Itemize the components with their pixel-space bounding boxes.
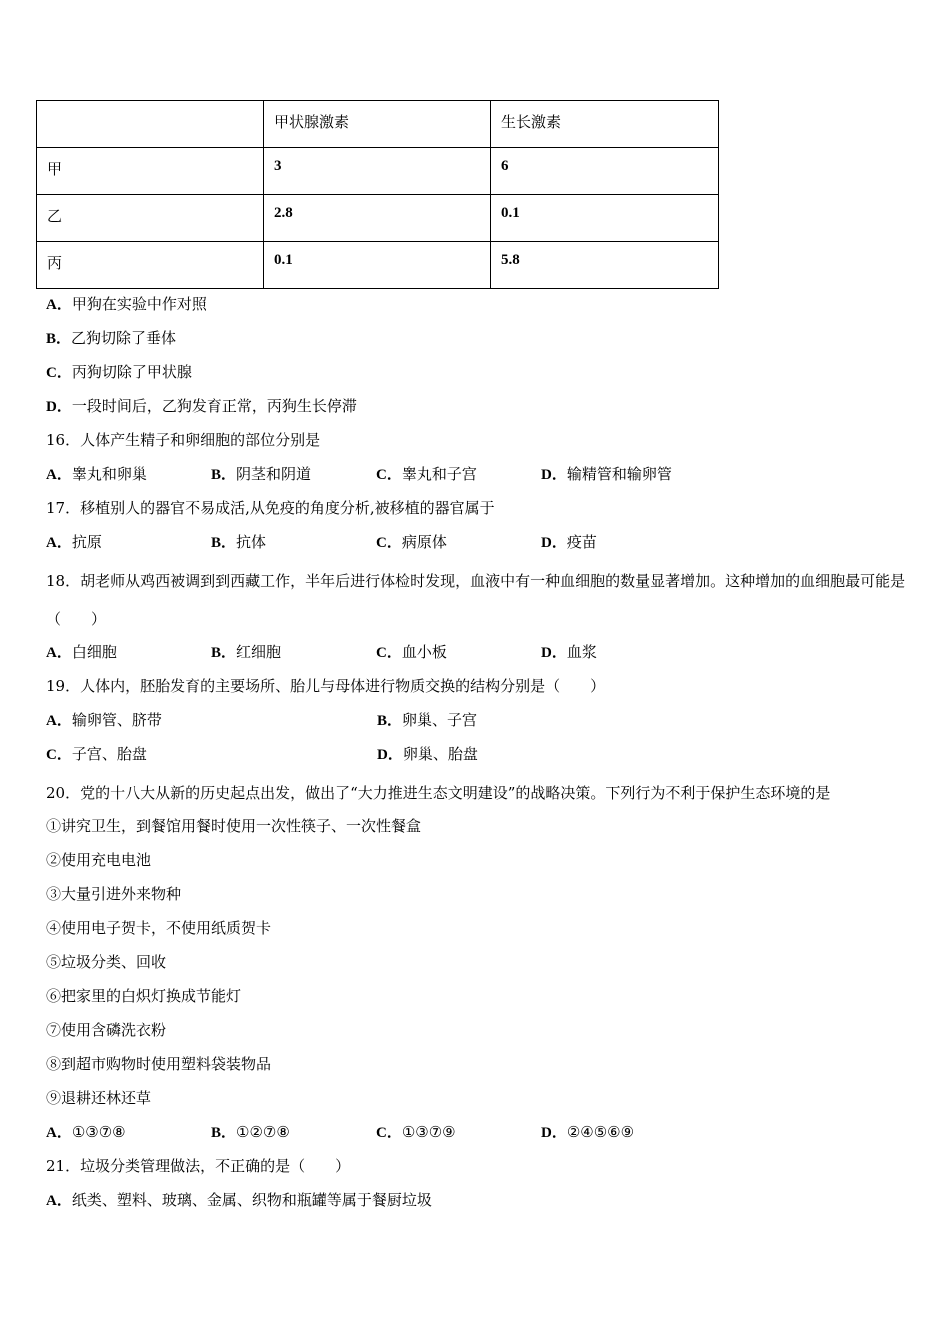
q20-item: ⑨退耕还林还草 — [46, 1089, 152, 1107]
q15-option-a — [46, 290, 906, 324]
option-label: D． — [541, 645, 567, 661]
growth-value: 0.1 — [491, 195, 719, 242]
option-label: B． — [377, 713, 403, 729]
option-text: 阴茎和阴道 — [236, 465, 312, 483]
option — [46, 638, 211, 667]
row-label: 乙 — [37, 195, 264, 242]
option-label: B． — [211, 535, 237, 551]
option-text: 输精管和输卵管 — [566, 465, 672, 483]
option-label: C． — [376, 535, 402, 551]
option-label: B． — [211, 1125, 237, 1141]
option-text: 睾丸和卵巢 — [71, 465, 147, 483]
q19-options-row1 — [46, 706, 906, 740]
q20-item: ④使用电子贺卡，不使用纸质贺卡 — [46, 919, 272, 937]
thyroid-value: 3 — [264, 148, 491, 195]
option — [46, 1118, 211, 1147]
option-label: C． — [376, 467, 402, 483]
table-row — [37, 148, 719, 195]
table-header-cell: 生长激素 — [491, 101, 719, 148]
option-label: C． — [376, 1125, 402, 1141]
option — [377, 740, 708, 769]
option — [376, 638, 541, 667]
q18-options — [46, 638, 906, 672]
option-text: 甲狗在实验中作对照 — [71, 295, 207, 313]
q15-option-d — [46, 392, 906, 426]
option-text: ①③⑦⑨ — [401, 1123, 456, 1141]
q20-item: ②使用充电电池 — [46, 851, 152, 869]
option-text: 纸类、塑料、玻璃、金属、织物和瓶罐等属于餐厨垃圾 — [71, 1191, 432, 1209]
option — [46, 706, 377, 735]
option-label: B． — [211, 467, 237, 483]
table-header-cell: 甲状腺激素 — [264, 101, 491, 148]
q15-option-b — [46, 324, 906, 358]
q21-option-a — [46, 1186, 906, 1220]
q17-options — [46, 528, 906, 562]
option-label: A． — [46, 535, 72, 551]
option-label: A． — [46, 297, 72, 313]
q20-item: ⑤垃圾分类、回收 — [46, 953, 167, 971]
q15-option-c — [46, 358, 906, 392]
option-text: 输卵管、脐带 — [71, 711, 162, 729]
table-header-row — [37, 101, 719, 148]
option — [541, 460, 706, 489]
option-label: A． — [46, 1125, 72, 1141]
option — [376, 1118, 541, 1147]
option-label: A． — [46, 1193, 72, 1209]
option-label: D． — [377, 747, 403, 763]
option — [541, 638, 706, 667]
option-label: C． — [46, 747, 72, 763]
option-text: 卵巢、子宫 — [402, 711, 478, 729]
q20-item: ⑦使用含磷洗衣粉 — [46, 1021, 167, 1039]
option — [376, 460, 541, 489]
option-label: D． — [541, 467, 567, 483]
question-content — [46, 290, 906, 1220]
option — [211, 638, 376, 667]
option-text: 抗原 — [71, 533, 102, 551]
option — [377, 706, 708, 735]
option-label: B． — [46, 331, 72, 347]
growth-value: 5.8 — [491, 242, 719, 289]
option-label: A． — [46, 467, 72, 483]
option-label: D． — [46, 399, 72, 415]
option-text: 子宫、胎盘 — [71, 745, 147, 763]
q16-stem: 16．人体产生精子和卵细胞的部位分别是 — [46, 431, 321, 449]
option-text: ①②⑦⑧ — [236, 1123, 290, 1141]
q16-options — [46, 460, 906, 494]
row-label: 甲 — [37, 148, 264, 195]
option-text: 白细胞 — [71, 643, 117, 661]
option — [541, 1118, 706, 1147]
q20-item: ⑥把家里的白炽灯换成节能灯 — [46, 987, 242, 1005]
option — [46, 528, 211, 557]
table-header-cell — [37, 101, 264, 148]
option-label: C． — [376, 645, 402, 661]
option-label: D． — [541, 1125, 567, 1141]
q21-stem: 21．垃圾分类管理做法，不正确的是（ ） — [46, 1157, 351, 1175]
q18-stem: 18．胡老师从鸡西被调到到西藏工作，半年后进行体检时发现，血液中有一种血细胞的数量显著增加。这种增加的血细胞最可能是（ ） — [46, 572, 906, 628]
thyroid-value: 0.1 — [264, 242, 491, 289]
option-text: 血小板 — [401, 643, 447, 661]
option — [211, 1118, 376, 1147]
q17-stem: 17．移植别人的器官不易成活,从免疫的角度分析,被移植的器官属于 — [46, 499, 495, 517]
option-text: 病原体 — [401, 533, 447, 551]
hormone-table — [36, 100, 719, 289]
q20-options — [46, 1118, 906, 1152]
option-text: 疫苗 — [566, 533, 597, 551]
option-text: 卵巢、胎盘 — [402, 745, 478, 763]
table-row — [37, 195, 719, 242]
q19-stem: 19．人体内，胚胎发育的主要场所、胎儿与母体进行物质交换的结构分别是（ ） — [46, 677, 606, 695]
option — [376, 528, 541, 557]
growth-value: 6 — [491, 148, 719, 195]
q20-stem: 20．党的十八大从新的历史起点出发，做出了“大力推进生态文明建设”的战略决策。下列行为不利于保护生态环境的是 — [46, 784, 831, 802]
option-text: 血浆 — [566, 643, 597, 661]
option-text: 红细胞 — [236, 643, 282, 661]
row-label: 丙 — [37, 242, 264, 289]
option-label: D． — [541, 535, 567, 551]
option-label: A． — [46, 645, 72, 661]
table-row — [37, 242, 719, 289]
option — [541, 528, 706, 557]
option-text: 睾丸和子宫 — [401, 465, 477, 483]
option-label: A． — [46, 713, 72, 729]
option — [211, 460, 376, 489]
option-label: C． — [46, 365, 72, 381]
option-text: 一段时间后，乙狗发育正常，丙狗生长停滞 — [71, 397, 357, 415]
thyroid-value: 2.8 — [264, 195, 491, 242]
q20-item: ①讲究卫生，到餐馆用餐时使用一次性筷子、一次性餐盒 — [46, 817, 422, 835]
option-text: 乙狗切除了垂体 — [71, 329, 177, 347]
option — [46, 740, 377, 769]
q20-item: ③大量引进外来物种 — [46, 885, 182, 903]
q20-item: ⑧到超市购物时使用塑料袋装物品 — [46, 1055, 272, 1073]
q19-options-row2 — [46, 740, 906, 774]
option-text: 抗体 — [236, 533, 267, 551]
option-text: 丙狗切除了甲状腺 — [71, 363, 192, 381]
option — [211, 528, 376, 557]
option-label: B． — [211, 645, 237, 661]
option-text: ②④⑤⑥⑨ — [566, 1123, 635, 1141]
option-text: ①③⑦⑧ — [71, 1123, 126, 1141]
option — [46, 460, 211, 489]
